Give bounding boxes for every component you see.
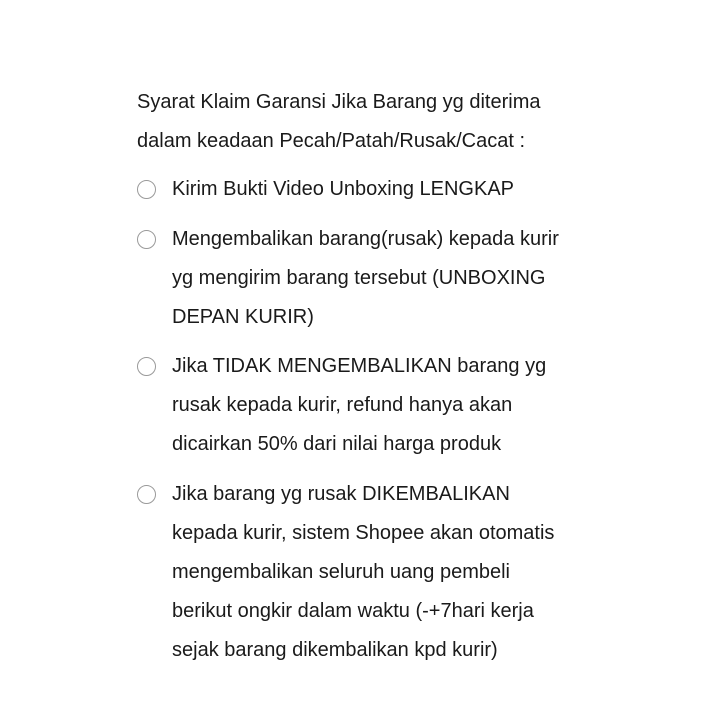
radio-circle-icon[interactable] <box>137 230 156 249</box>
list-item-line: kepada kurir, sistem Shopee akan otomatis <box>172 522 555 544</box>
list-item-line: dicairkan 50% dari nilai harga produk <box>172 433 502 455</box>
list-item-line: DEPAN KURIR) <box>172 306 314 328</box>
list-item-line: Jika barang yg rusak DIKEMBALIKAN <box>172 483 510 505</box>
heading-line-1: Syarat Klaim Garansi Jika Barang yg diterima <box>137 91 541 113</box>
list-item-line: berikut ongkir dalam waktu (-+7hari kerja <box>172 600 534 622</box>
radio-circle-icon[interactable] <box>137 485 156 504</box>
list-item-line: Mengembalikan barang(rusak) kepada kurir <box>172 228 559 250</box>
list-item-line: rusak kepada kurir, refund hanya akan <box>172 394 513 416</box>
list-item-line: Kirim Bukti Video Unboxing LENGKAP <box>172 178 515 200</box>
list-item-line: Jika TIDAK MENGEMBALIKAN barang yg <box>172 355 547 377</box>
list-item-line: mengembalikan seluruh uang pembeli <box>172 561 510 583</box>
list-item-line: yg mengirim barang tersebut (UNBOXING <box>172 267 546 289</box>
claim-requirements-heading <box>137 83 677 161</box>
list-item-text <box>172 347 692 464</box>
list-item-text <box>172 475 692 670</box>
list-item-text <box>172 170 692 209</box>
radio-circle-icon[interactable] <box>137 357 156 376</box>
radio-circle-icon[interactable] <box>137 180 156 199</box>
heading-line-2: dalam keadaan Pecah/Patah/Rusak/Cacat : <box>137 130 526 152</box>
list-item-text <box>172 220 692 337</box>
list-item-line: sejak barang dikembalikan kpd kurir) <box>172 639 498 661</box>
